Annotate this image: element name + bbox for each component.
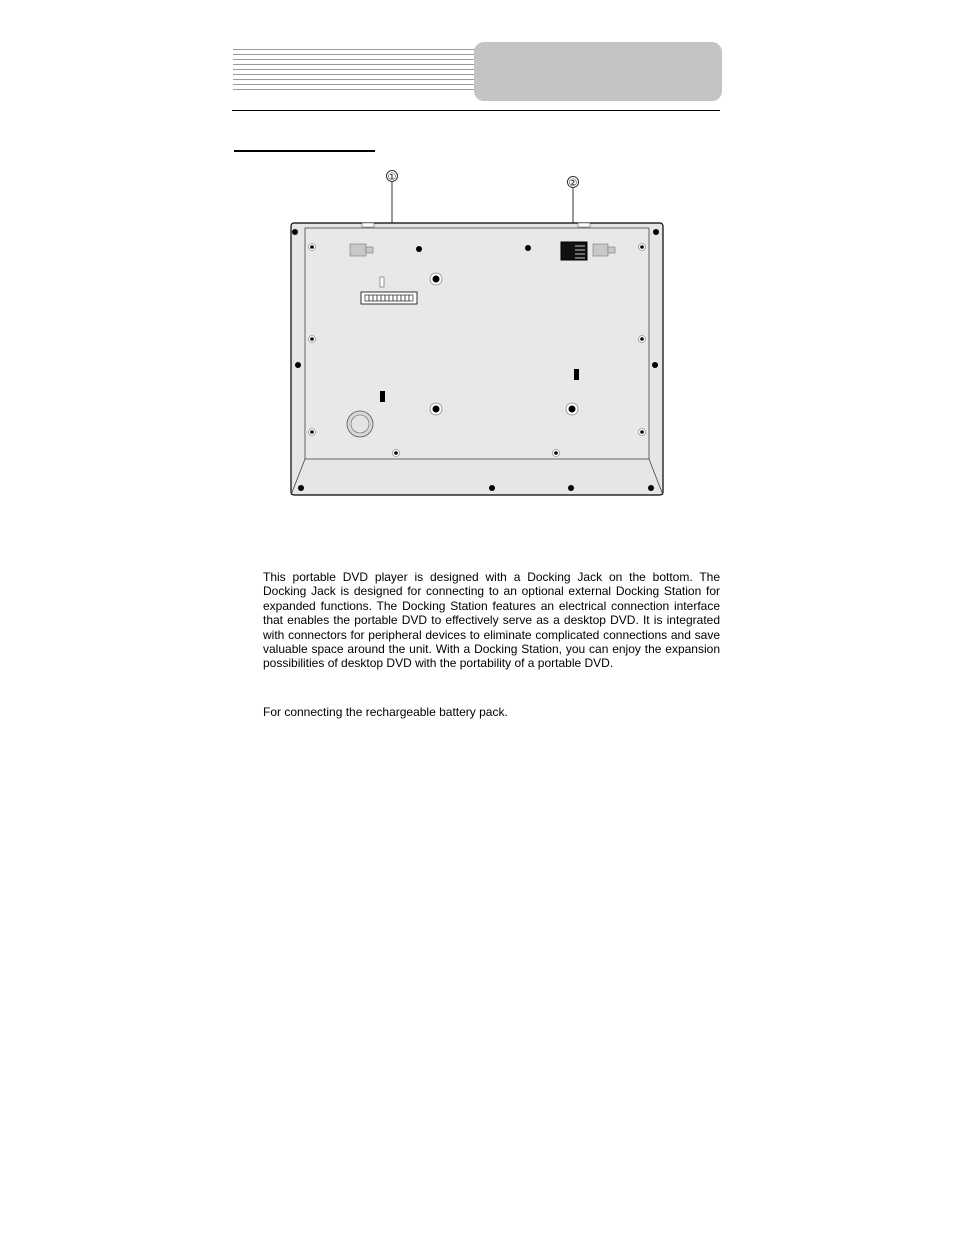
device-bottom-diagram (285, 165, 670, 505)
header-title-box (474, 42, 722, 101)
battery-connector (561, 242, 587, 260)
slot-left (380, 391, 385, 402)
header-decorative-lines (233, 49, 475, 93)
rubber-foot (347, 411, 373, 437)
device-body (291, 223, 663, 495)
slot-right (574, 369, 579, 380)
header-rule (232, 110, 720, 111)
section-title-underline (234, 150, 375, 152)
callout-1-label: ① (387, 172, 397, 183)
docking-jack-description: This portable DVD player is designed with a Docking Jack on the bottom. The Docking Jack is designed for connecting to an optional external Docking Station for expanded functions. The Docking Station features an electrical connection interface that enables the portable DVD to effectively serve as a desktop DVD. It is integrated with connectors for peripheral devices to eliminate complicated connections and save valuable space around the unit. With a Docking Station, you can enjoy the expansion possibilities of desktop DVD with the portability of a portable DVD. (263, 570, 720, 671)
battery-connector-description: For connecting the rechargeable battery pack. (263, 705, 508, 719)
callout-2-label: ② (568, 178, 578, 189)
